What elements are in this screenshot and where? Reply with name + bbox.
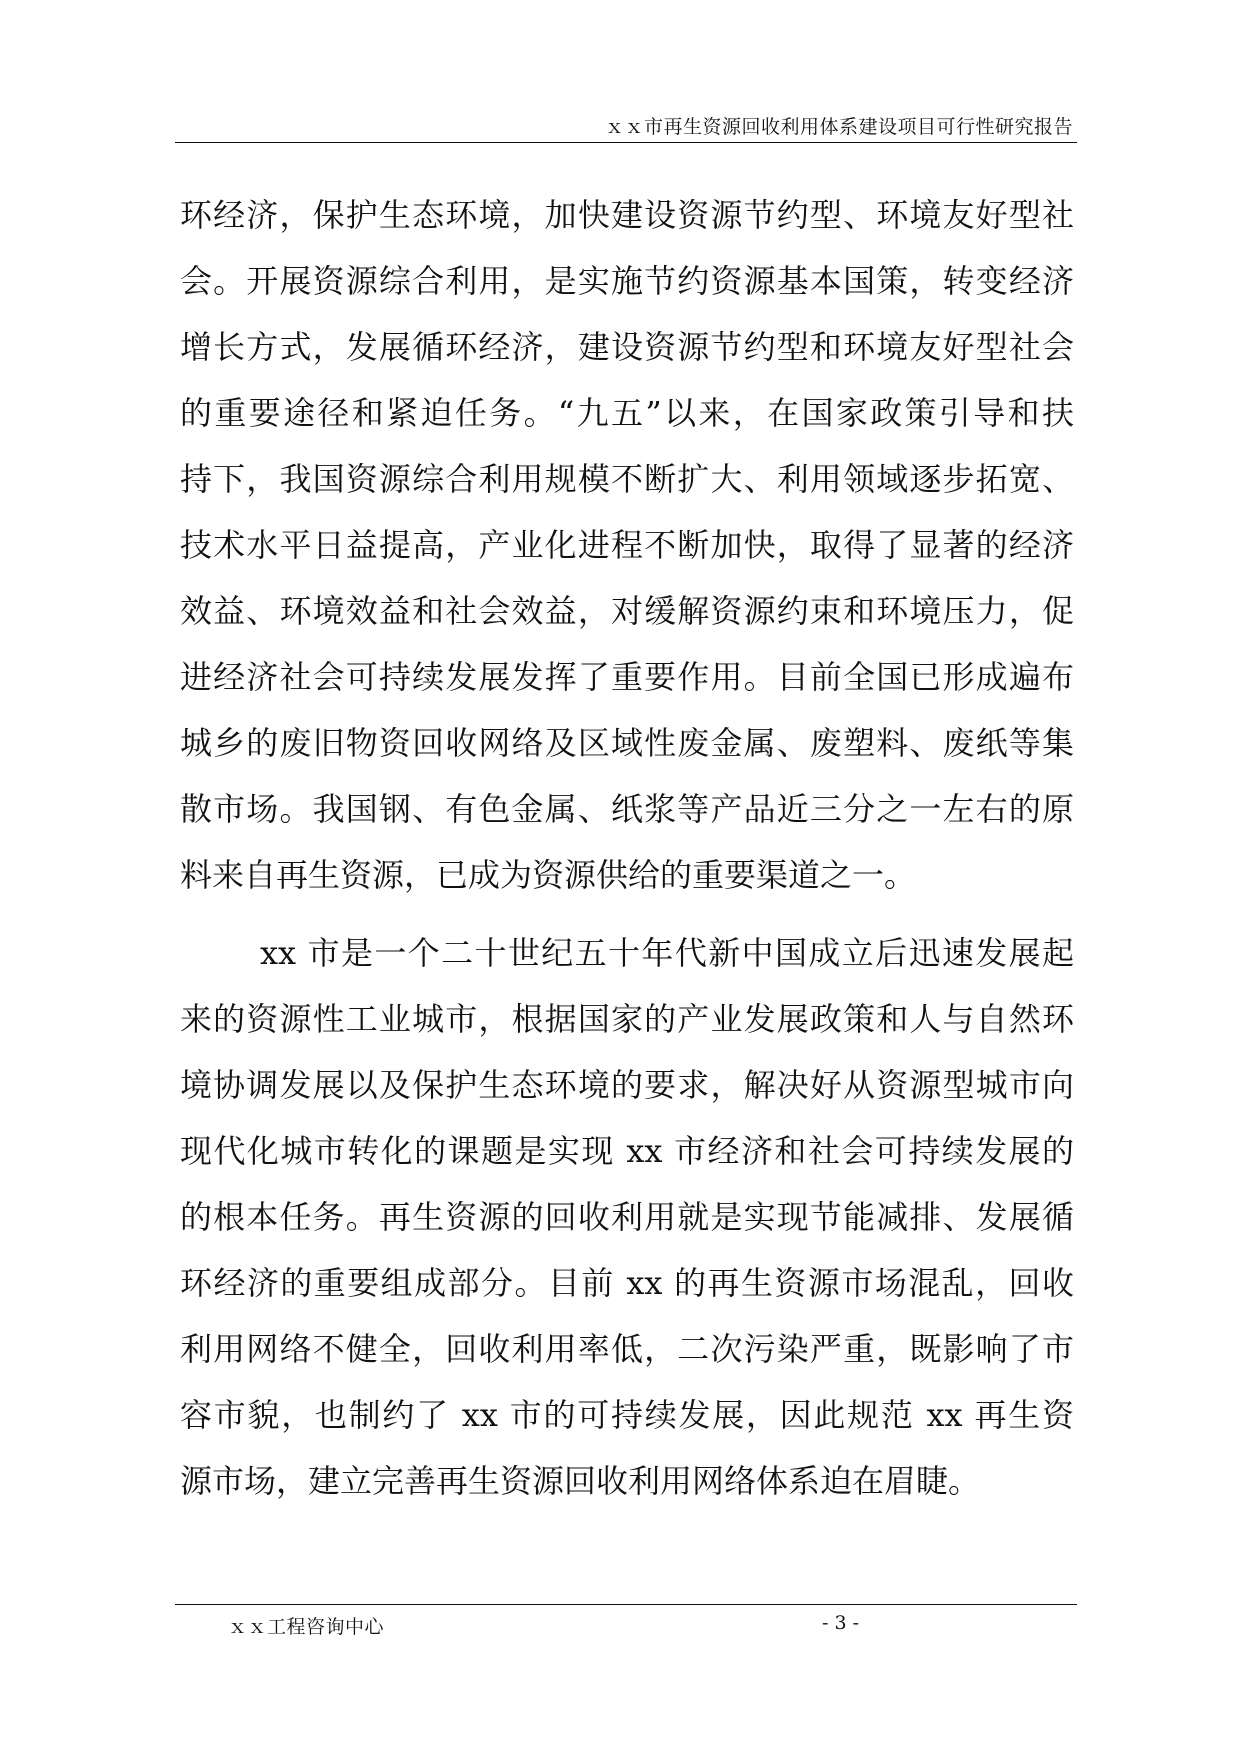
text-line: 环经济的重要组成部分。目前 xx 的再生资源市场混乱，回收 [180, 1264, 1074, 1302]
text-line: 境协调发展以及保护生态环境的要求，解决好从资源型城市向 [180, 1066, 1074, 1104]
paragraph-1 [180, 182, 1074, 908]
footer-organization: ｘｘ工程咨询中心 [228, 1616, 385, 1638]
text-line: 料来自再生资源，已成为资源供给的重要渠道之一。 [180, 856, 917, 894]
text-line: 环经济，保护生态环境，加快建设资源节约型、环境友好型社 [180, 196, 1074, 234]
text-line: 进经济社会可持续发展发挥了重要作用。目前全国已形成遍布 [180, 658, 1074, 696]
text-line: xx 市是一个二十世纪五十年代新中国成立后迅速发展起 [260, 934, 1074, 972]
header-title: ｘｘ市再生资源回收利用体系建设项目可行性研究报告 [604, 116, 1073, 138]
text-line: 散市场。我国钢、有色金属、纸浆等产品近三分之一左右的原 [180, 790, 1074, 828]
text-line: 会。开展资源综合利用，是实施节约资源基本国策，转变经济 [180, 262, 1074, 300]
paragraph-2 [180, 920, 1074, 1514]
text-line: 容市貌，也制约了 xx 市的可持续发展，因此规范 xx 再生资 [180, 1396, 1074, 1434]
text-line: 的重要途径和紧迫任务。“九五”以来，在国家政策引导和扶 [180, 394, 1074, 432]
text-line: 利用网络不健全，回收利用率低，二次污染严重，既影响了市 [180, 1330, 1074, 1368]
text-line: 来的资源性工业城市，根据国家的产业发展政策和人与自然环 [180, 1000, 1074, 1038]
body-text [180, 182, 1074, 1514]
text-line: 持下，我国资源综合利用规模不断扩大、利用领域逐步拓宽、 [180, 460, 1074, 498]
text-line: 城乡的废旧物资回收网络及区域性废金属、废塑料、废纸等集 [180, 724, 1074, 762]
text-line: 效益、环境效益和社会效益，对缓解资源约束和环境压力，促 [180, 592, 1074, 630]
text-line: 技术水平日益提高，产业化进程不断加快，取得了显著的经济 [180, 526, 1074, 564]
footer-divider [175, 1604, 1077, 1605]
header-divider [175, 142, 1077, 143]
page-number: - 3 - [822, 1612, 860, 1634]
text-line: 源市场，建立完善再生资源回收利用网络体系迫在眉睫。 [180, 1462, 981, 1500]
text-line: 现代化城市转化的课题是实现 xx 市经济和社会可持续发展的 [180, 1132, 1074, 1170]
text-line: 增长方式，发展循环经济，建设资源节约型和环境友好型社会 [180, 328, 1074, 366]
paragraph-spacer [180, 908, 1074, 920]
text-line: 的根本任务。再生资源的回收利用就是实现节能减排、发展循 [180, 1198, 1074, 1236]
